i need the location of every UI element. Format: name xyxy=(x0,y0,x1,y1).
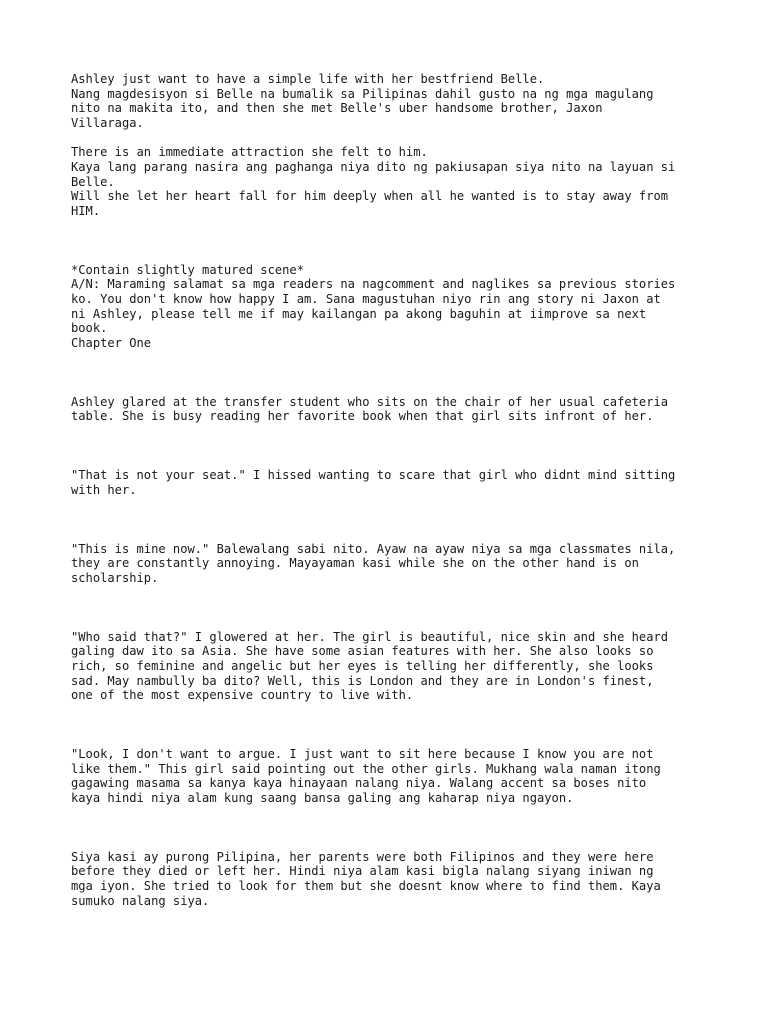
author-note-line: book. xyxy=(71,321,108,335)
story-line: "This is mine now." Balewalang sabi nito. Ayaw na ayaw niya sa mga classmates nila, xyxy=(71,542,676,556)
story-line: scholarship. xyxy=(71,571,159,585)
author-note-line: ni Ashley, please tell me if may kailangan pa akong baguhin at iimprove sa next xyxy=(71,307,647,321)
synopsis-line: Will she let her heart fall for him deeply when all he wanted is to stay away from xyxy=(71,189,669,203)
content-warning: *Contain slightly matured scene* xyxy=(71,263,304,277)
author-note-line: ko. You don't know how happy I am. Sana magustuhan niyo rin ang story ni Jaxon at xyxy=(71,292,661,306)
story-line: mga iyon. She tried to look for them but she doesnt know where to find them. Kaya xyxy=(71,879,661,893)
story-line: with her. xyxy=(71,483,137,497)
synopsis-line: There is an immediate attraction she felt to him. xyxy=(71,145,428,159)
story-line: gagawing masama sa kanya kaya hinayaan nalang niya. Walang accent sa boses nito xyxy=(71,776,647,790)
story-line: Ashley glared at the transfer student who sits on the chair of her usual cafeteria xyxy=(71,395,669,409)
synopsis-line: Belle. xyxy=(71,175,115,189)
story-line: before they died or left her. Hindi niya alam kasi bigla nalang siyang iniwan ng xyxy=(71,864,654,878)
story-line: "Who said that?" I glowered at her. The girl is beautiful, nice skin and she heard xyxy=(71,630,669,644)
story-line: like them." This girl said pointing out the other girls. Mukhang wala naman itong xyxy=(71,762,661,776)
story-line: "That is not your seat." I hissed wanting to scare that girl who didnt mind sitting xyxy=(71,468,676,482)
story-line: table. She is busy reading her favorite book when that girl sits infront of her. xyxy=(71,409,654,423)
story-line: galing daw ito sa Asia. She have some asian features with her. She also looks so xyxy=(71,644,654,658)
story-line: sumuko nalang siya. xyxy=(71,894,210,908)
synopsis-line: Kaya lang parang nasira ang paghanga niya dito ng pakiusapan siya nito na layuan si xyxy=(71,160,676,174)
synopsis-line: HIM. xyxy=(71,204,101,218)
story-line: Siya kasi ay purong Pilipina, her parents were both Filipinos and they were here xyxy=(71,850,654,864)
story-line: "Look, I don't want to argue. I just want to sit here because I know you are not xyxy=(71,747,654,761)
chapter-heading: Chapter One xyxy=(71,336,152,350)
synopsis-line: nito na makita ito, and then she met Belle's uber handsome brother, Jaxon xyxy=(71,101,603,115)
author-note-line: A/N: Maraming salamat sa mga readers na nagcomment and naglikes sa previous stories xyxy=(71,277,676,291)
story-line: they are constantly annoying. Mayayaman kasi while she on the other hand is on xyxy=(71,556,639,570)
story-line: rich, so feminine and angelic but her eyes is telling her differently, she looks xyxy=(71,659,654,673)
story-line: one of the most expensive country to live with. xyxy=(71,688,414,702)
synopsis-line: Nang magdesisyon si Belle na bumalik sa Pilipinas dahil gusto na ng mga magulang xyxy=(71,87,654,101)
synopsis-line: Ashley just want to have a simple life with her bestfriend Belle. xyxy=(71,72,545,86)
synopsis-line: Villaraga. xyxy=(71,116,144,130)
story-line: kaya hindi niya alam kung saang bansa galing ang kaharap niya ngayon. xyxy=(71,791,574,805)
story-line: sad. May nambully ba dito? Well, this is London and they are in London's finest, xyxy=(71,674,654,688)
